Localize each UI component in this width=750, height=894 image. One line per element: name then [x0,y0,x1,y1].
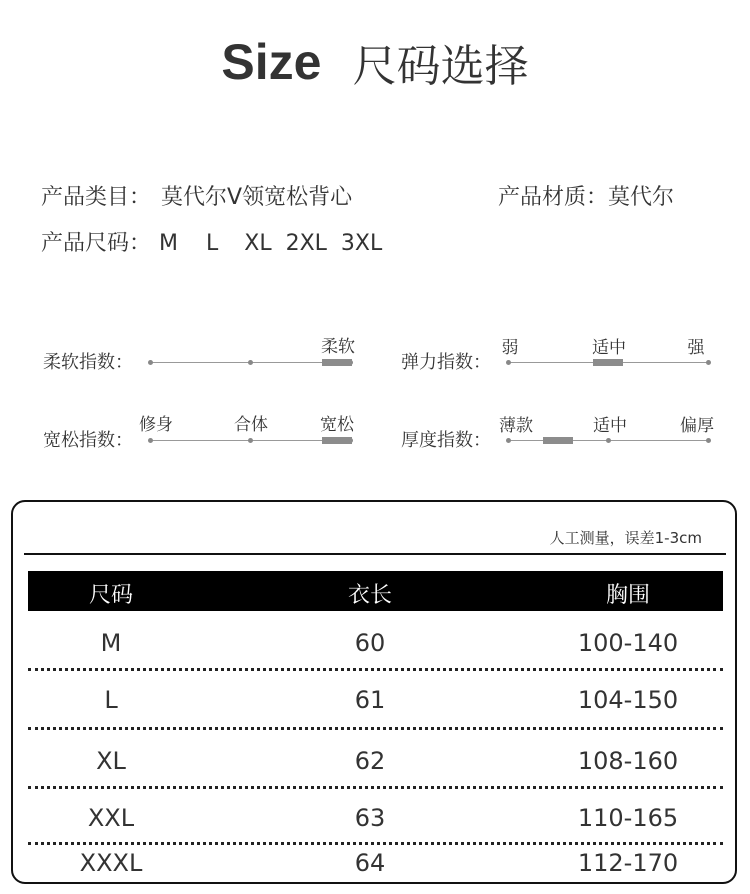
elasticity-tick-high: 强 [687,338,705,358]
elasticity-tick-low: 弱 [501,338,519,358]
cell-size: XL [96,747,126,775]
scale-dot [706,438,711,443]
cell-size: XXXL [79,849,143,877]
looseness-tick-high: 宽松 [320,415,354,435]
cell-chest: 104-150 [577,686,679,714]
cell-size: XXL [87,804,135,832]
cell-length: 61 [354,686,386,714]
cell-length: 63 [354,804,386,832]
measurement-note: 人工测量，误差1-3cm [549,529,702,547]
table-row [0,849,750,889]
table-row [0,804,750,844]
table-row [0,686,750,726]
scale-dot [248,360,253,365]
cell-length: 62 [354,747,386,775]
category-label: 产品类目： [41,185,152,210]
scale-dot [506,438,511,443]
header-length: 衣长 [347,583,392,608]
title-cn: 尺码选择 [352,41,529,92]
scale-dot [606,438,611,443]
scale-dot [506,360,511,365]
size-option: XL [244,231,272,256]
cell-size: M [100,629,122,657]
thickness-tick-mid: 适中 [593,416,627,436]
cell-chest: 108-160 [577,747,679,775]
cell-chest: 100-140 [577,629,679,657]
row-divider [28,727,723,730]
title-en: Size [221,34,322,90]
note-divider [24,553,726,555]
cell-chest: 110-165 [577,804,679,832]
product-material [498,180,674,211]
size-option: L [206,231,219,256]
page-title [0,30,750,94]
scale-dot [248,438,253,443]
thickness-index-label: 厚度指数： [401,430,491,451]
size-option: 2XL [285,231,327,256]
row-divider [28,786,723,789]
material-label: 产品材质： [498,185,609,210]
elasticity-index-label: 弹力指数： [401,352,491,373]
table-row [0,747,750,787]
table-row [0,629,750,669]
header-size: 尺码 [88,583,133,608]
category-value: 莫代尔V领宽松背心 [161,185,353,210]
size-option: 3XL [340,231,383,256]
material-value: 莫代尔 [608,185,675,210]
thickness-tick-low: 薄款 [499,416,533,436]
product-sizes [41,226,396,257]
cell-size: L [104,686,118,714]
softness-tick-high: 柔软 [321,337,355,357]
scale-indicator [543,437,573,444]
scale-indicator [322,437,352,444]
scale-dot [706,360,711,365]
elasticity-tick-mid: 适中 [592,338,626,358]
looseness-tick-low: 修身 [139,415,173,435]
product-category [41,180,352,211]
cell-chest: 112-170 [577,849,679,877]
looseness-tick-mid: 合体 [234,415,268,435]
header-chest: 胸围 [605,583,650,608]
scale-indicator [593,359,623,366]
row-divider [28,842,723,845]
looseness-index-label: 宽松指数： [43,430,133,451]
cell-length: 64 [354,849,386,877]
size-option: M [159,231,178,256]
thickness-tick-high: 偏厚 [680,416,714,436]
row-divider [28,668,723,671]
table-header [28,571,723,611]
scale-dot [148,438,153,443]
softness-index-label: 柔软指数： [43,352,133,373]
scale-dot [148,360,153,365]
size-label: 产品尺码： [41,231,152,256]
scale-indicator [322,359,352,366]
cell-length: 60 [354,629,386,657]
